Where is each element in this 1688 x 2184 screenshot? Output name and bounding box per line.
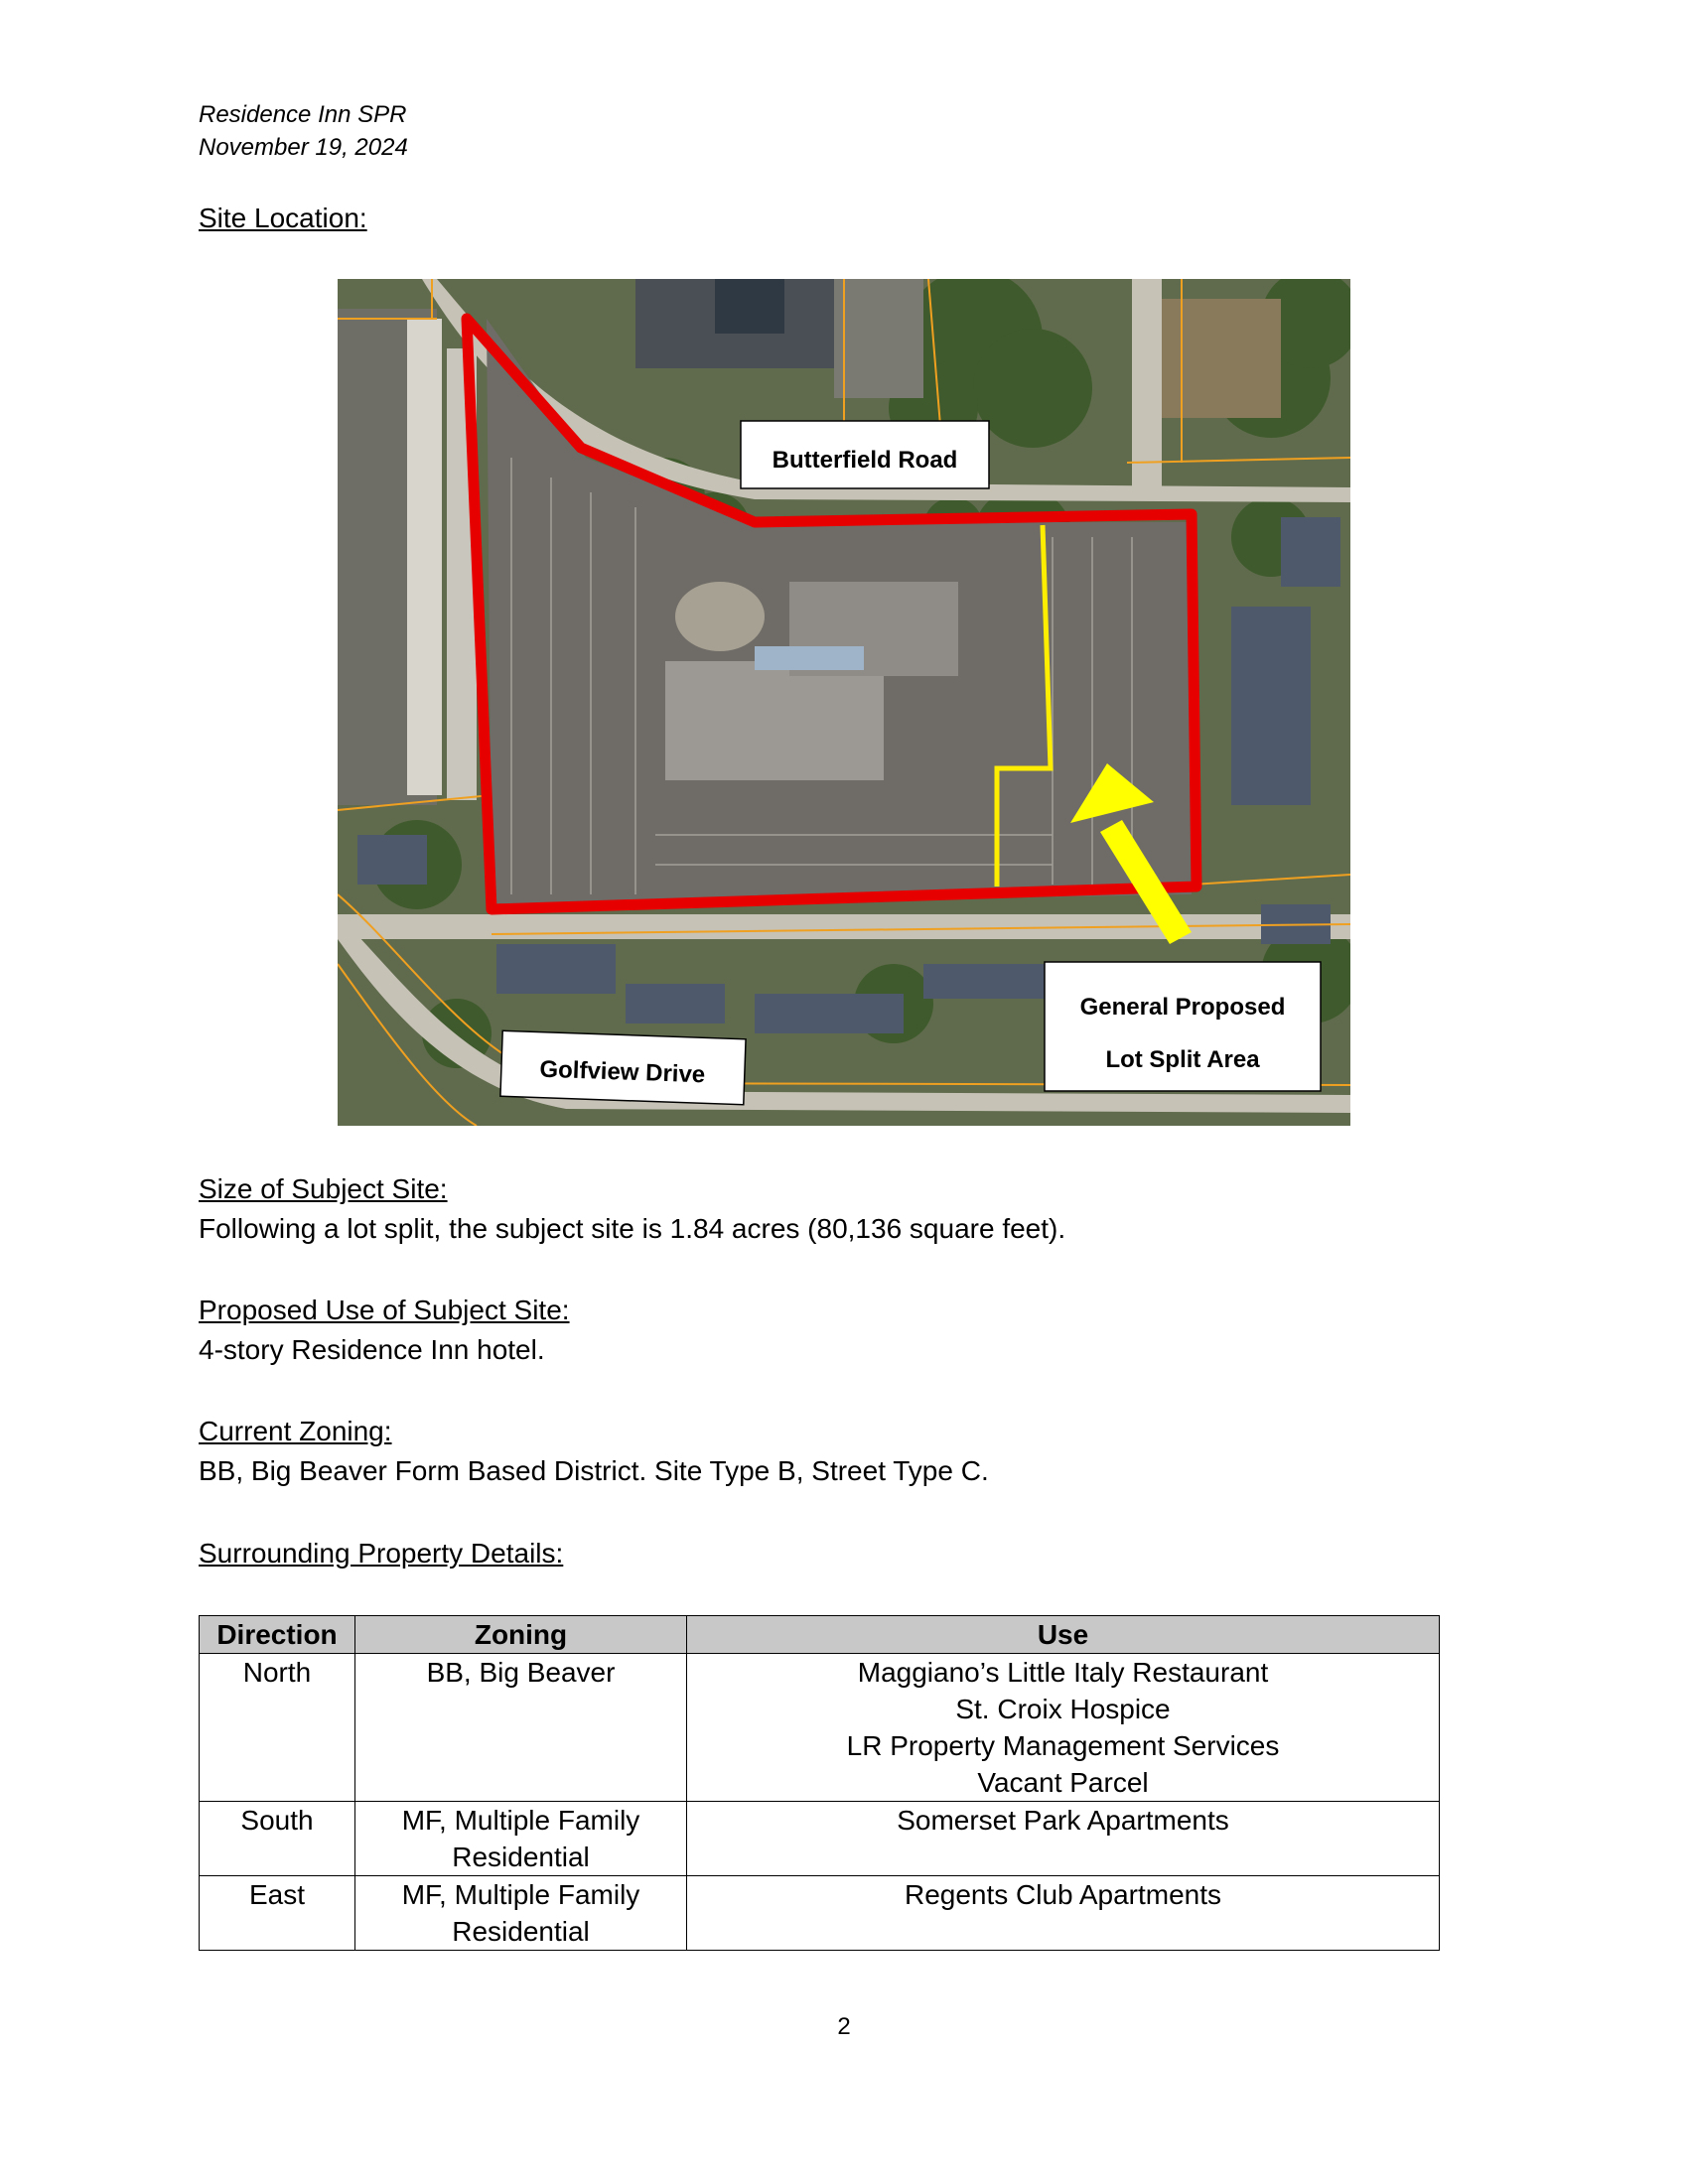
column-header-direction: Direction <box>200 1616 355 1654</box>
use-cell <box>687 1876 1440 1951</box>
use-cell <box>687 1802 1440 1876</box>
zoning-line: BB, Big Beaver <box>426 1657 616 1688</box>
page-number: 2 <box>837 2013 851 2040</box>
table-header-row <box>200 1616 1440 1654</box>
column-header-zoning: Zoning <box>355 1616 687 1654</box>
site-location-heading: Site Location: <box>199 203 367 233</box>
table-row <box>200 1802 1440 1876</box>
zoning-cell <box>355 1876 687 1951</box>
proposed-use-body: 4-story Residence Inn hotel. <box>199 1334 545 1365</box>
table-row <box>200 1654 1440 1802</box>
zoning-line: Residential <box>452 1842 590 1872</box>
zoning-line: MF, Multiple Family <box>401 1879 640 1910</box>
svg-text:Lot Split Area: Lot Split Area <box>1105 1046 1260 1073</box>
zoning-section <box>199 1412 989 1491</box>
use-line: St. Croix Hospice <box>955 1694 1171 1724</box>
use-line: LR Property Management Services <box>846 1730 1280 1761</box>
size-heading: Size of Subject Site: <box>199 1173 448 1204</box>
zoning-cell <box>355 1802 687 1876</box>
use-cell <box>687 1654 1440 1802</box>
aerial-site-map <box>338 279 1350 1126</box>
label-golfview-drive <box>500 1030 746 1105</box>
surrounding-heading: Surrounding Property Details: <box>199 1538 564 1569</box>
site-location-section <box>199 199 367 238</box>
use-line: Vacant Parcel <box>977 1767 1149 1798</box>
svg-text:Butterfield Road: Butterfield Road <box>772 447 958 474</box>
use-line: Maggiano’s Little Italy Restaurant <box>857 1657 1269 1688</box>
size-body: Following a lot split, the subject site is 1.84 acres (80,136 square feet). <box>199 1213 1066 1244</box>
svg-text:General Proposed: General Proposed <box>1079 994 1286 1021</box>
svg-text:Golfview Drive: Golfview Drive <box>539 1055 706 1089</box>
surrounding-section <box>199 1534 563 1573</box>
zoning-cell <box>355 1654 687 1802</box>
header-date: November 19, 2024 <box>199 134 408 161</box>
size-section <box>199 1169 1065 1249</box>
zoning-body: BB, Big Beaver Form Based District. Site Type B, Street Type C. <box>199 1455 989 1486</box>
proposed-use-section <box>199 1291 570 1370</box>
callout-lot-split <box>1045 962 1321 1091</box>
use-line: Regents Club Apartments <box>904 1879 1222 1910</box>
header-project: Residence Inn SPR <box>199 101 407 128</box>
proposed-use-heading: Proposed Use of Subject Site: <box>199 1295 570 1325</box>
zoning-line: MF, Multiple Family <box>401 1805 640 1836</box>
building-roof <box>665 661 884 780</box>
column-header-use: Use <box>687 1616 1440 1654</box>
zoning-line: Residential <box>452 1916 590 1947</box>
direction-cell: North <box>200 1654 355 1802</box>
surrounding-property-table <box>199 1615 1440 1951</box>
use-line: Somerset Park Apartments <box>897 1805 1229 1836</box>
direction-cell: South <box>200 1802 355 1876</box>
label-butterfield-road <box>741 421 989 488</box>
direction-cell: East <box>200 1876 355 1951</box>
zoning-heading: Current Zoning: <box>199 1416 392 1446</box>
table-row <box>200 1876 1440 1951</box>
